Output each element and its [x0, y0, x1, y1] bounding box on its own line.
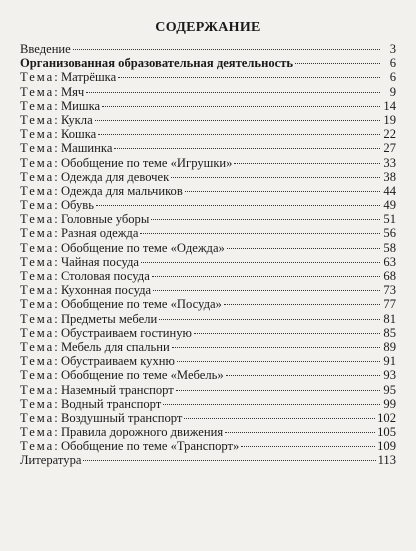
toc-entry-title: [20, 85, 84, 99]
dot-leader: [177, 360, 380, 362]
toc-entry-label: Тема :: [20, 312, 61, 326]
toc-entry-label: Тема :: [20, 113, 61, 127]
toc-page-number: 38: [383, 169, 396, 184]
toc-entry: [20, 70, 396, 84]
toc-entry-label: Тема :: [20, 226, 61, 240]
toc-entry-label: Тема :: [20, 255, 61, 269]
dot-leader: [225, 431, 375, 433]
toc-entry-title: [20, 56, 293, 70]
toc-entry-label: Тема :: [20, 127, 61, 141]
toc-entry: [20, 397, 396, 411]
dot-leader: [159, 318, 380, 320]
toc-entry-text: Разная одежда: [60, 226, 139, 241]
toc-entry-text: Головные уборы: [60, 212, 150, 227]
toc-entry: [20, 283, 396, 297]
dot-leader: [73, 48, 380, 50]
dot-leader: [95, 119, 380, 121]
toc-entry-label: Тема :: [20, 283, 61, 297]
toc-entry: [20, 170, 396, 184]
toc-entry-label: Тема :: [20, 70, 61, 84]
toc-entry-title: [20, 340, 170, 354]
toc-entry-text: Обобщение по теме «Игрушки»: [60, 155, 233, 170]
dot-leader: [185, 190, 380, 192]
toc-entry-text: Наземный транспорт: [60, 382, 174, 397]
toc-page-number: 102: [377, 410, 396, 425]
toc-page-number: 77: [383, 297, 396, 312]
toc-entry-title: [20, 241, 225, 255]
toc-entry-text: Введение: [20, 42, 71, 56]
dot-leader: [96, 204, 380, 206]
toc-entry-title: [20, 70, 116, 84]
toc-entry-label: Тема :: [20, 439, 61, 453]
toc-entry: [20, 241, 396, 255]
dot-leader: [114, 147, 380, 149]
toc-page-number: 63: [383, 254, 396, 269]
toc-entry: [20, 425, 396, 439]
dot-leader: [226, 374, 380, 376]
dot-leader: [118, 76, 380, 78]
dot-leader: [241, 445, 375, 447]
toc-page-number: 56: [383, 226, 396, 241]
toc-page-number: 6: [389, 56, 396, 71]
dot-leader: [171, 176, 380, 178]
toc-entry-text: Обобщение по теме «Посуда»: [60, 297, 222, 312]
toc-entry-title: [20, 141, 112, 155]
toc-entry-title: [20, 198, 94, 212]
toc-entry-text: Одежда для мальчиков: [60, 183, 183, 198]
toc-entry-label: Тема :: [20, 85, 61, 99]
toc-entry-title: [20, 368, 224, 382]
toc-entry: [20, 85, 396, 99]
toc-entry-label: Тема :: [20, 425, 61, 439]
toc-entry-title: [20, 226, 138, 240]
toc-entry-label: Тема :: [20, 411, 61, 425]
toc-entry-title: [20, 113, 93, 127]
toc-page-number: 27: [383, 141, 396, 156]
toc-entry: [20, 439, 396, 453]
toc-page-number: 44: [383, 183, 396, 198]
toc-entry-label: Тема :: [20, 326, 61, 340]
toc-entry-title: [20, 383, 174, 397]
toc-page-number: 22: [383, 127, 396, 142]
toc-entry-label: Тема :: [20, 368, 61, 382]
toc-entry-text: Обустраиваем гостиную: [60, 325, 192, 340]
toc-entry: [20, 312, 396, 326]
toc-entry-label: Тема :: [20, 184, 61, 198]
toc-entry-title: [20, 312, 157, 326]
toc-entry-text: Обустраиваем кухню: [60, 354, 175, 369]
toc-entry-title: [20, 425, 223, 439]
toc-entry-text: Обобщение по теме «Транспорт»: [60, 439, 240, 454]
toc-entry: [20, 297, 396, 311]
toc-page-number: 51: [383, 212, 396, 227]
toc-entry-label: Тема :: [20, 340, 61, 354]
toc-entry-label: Тема :: [20, 354, 61, 368]
toc-entry-label: Тема :: [20, 156, 61, 170]
toc-entry-label: Тема :: [20, 170, 61, 184]
toc-entry-title: [20, 269, 150, 283]
toc-page-number: 68: [383, 269, 396, 283]
toc-page-number: 105: [377, 425, 396, 440]
toc-entry: [20, 269, 396, 283]
dot-leader: [141, 261, 380, 263]
toc-entry: [20, 411, 396, 425]
toc-entry-label: Тема :: [20, 269, 61, 283]
toc-entry-title: [20, 283, 151, 297]
toc-entry-text: Предметы мебели: [60, 311, 158, 326]
dot-leader: [152, 275, 380, 277]
toc-entry-text: Машинка: [60, 141, 113, 156]
toc-entry-text: Литература: [20, 453, 82, 468]
toc-entry-label: Тема :: [20, 241, 61, 255]
toc-entry: [20, 127, 396, 141]
toc-entry: [20, 326, 396, 340]
toc-entry-title: [20, 42, 71, 56]
toc-page-number: 95: [383, 382, 396, 397]
toc-page-number: 3: [389, 42, 396, 56]
toc-page-number: 85: [383, 325, 396, 340]
dot-leader: [224, 303, 380, 305]
toc-page-number: 89: [383, 339, 396, 354]
toc-entry-title: [20, 439, 239, 453]
toc-entry: [20, 42, 396, 56]
dot-leader: [102, 105, 380, 107]
toc-entry-text: Матрёшка: [60, 70, 117, 85]
dot-leader: [234, 162, 380, 164]
dot-leader: [153, 289, 380, 291]
toc-entry-title: [20, 411, 182, 425]
toc-entry-title: [20, 99, 100, 113]
toc-page-number: 109: [377, 439, 396, 454]
toc-entry: [20, 368, 396, 382]
toc-entry: [20, 156, 396, 170]
toc-entry-text: Воздушный транспорт: [60, 410, 183, 425]
dot-leader: [163, 403, 380, 405]
toc-entry: [20, 340, 396, 354]
toc-entry-label: Тема :: [20, 99, 61, 113]
toc-entry-title: [20, 354, 175, 368]
toc-entry-text: Обобщение по теме «Мебель»: [60, 368, 224, 383]
dot-leader: [295, 62, 380, 64]
dot-leader: [184, 417, 375, 419]
toc-entry-text: Обувь: [60, 198, 94, 213]
toc-page-number: 19: [383, 112, 396, 127]
toc-entry: [20, 56, 396, 70]
toc-entry-title: [20, 297, 222, 311]
toc-entry-text: Водный транспорт: [60, 396, 162, 411]
toc-page-number: 73: [383, 283, 396, 298]
toc-entry-text: Обобщение по теме «Одежда»: [60, 240, 225, 255]
toc-entry-title: [20, 184, 183, 198]
toc-entry: [20, 212, 396, 226]
dot-leader: [176, 389, 380, 391]
toc-page-number: 91: [383, 354, 396, 369]
toc-entry-title: [20, 156, 232, 170]
toc-page-number: 9: [389, 84, 396, 99]
toc-page-number: 6: [389, 70, 396, 85]
toc-page-number: 33: [383, 155, 396, 170]
toc-entry-title: [20, 127, 96, 141]
toc-entry: [20, 184, 396, 198]
toc-entry-text: Правила дорожного движения: [60, 425, 224, 440]
toc-entry: [20, 255, 396, 269]
toc-entry-text: Мишка: [60, 98, 101, 113]
toc-entry-text: Чайная посуда: [60, 254, 139, 269]
toc-entry-text: Мебель для спальни: [60, 339, 170, 354]
toc-entry-title: [20, 170, 169, 184]
toc-entry-text: Столовая посуда: [60, 269, 150, 283]
toc-page-number: 81: [383, 311, 396, 326]
page-title: СОДЕРЖАНИЕ: [155, 20, 261, 35]
dot-leader: [227, 247, 380, 249]
toc-entry-title: [20, 397, 161, 411]
toc-entry: [20, 99, 396, 113]
toc-entry-title: [20, 453, 81, 467]
toc-entry-label: Тема :: [20, 383, 61, 397]
toc-entry: [20, 198, 396, 212]
toc-page-number: 93: [383, 368, 396, 383]
dot-leader: [98, 133, 380, 135]
toc-entry: [20, 354, 396, 368]
dot-leader: [86, 91, 380, 93]
toc-entry-label: Тема :: [20, 297, 61, 311]
toc-entry-title: [20, 326, 192, 340]
table-of-contents: [20, 42, 396, 468]
toc-entry-label: Тема :: [20, 198, 61, 212]
toc-entry-title: [20, 255, 139, 269]
toc-entry-label: Тема :: [20, 141, 61, 155]
toc-entry-text: Кухонная посуда: [60, 283, 152, 298]
toc-page-number: 99: [383, 396, 396, 411]
toc-entry: [20, 141, 396, 155]
toc-entry-text: Одежда для девочек: [60, 169, 170, 184]
toc-entry-text: Организованная образовательная деятельность: [20, 56, 294, 71]
toc-entry: [20, 226, 396, 240]
toc-entry: [20, 453, 396, 467]
toc-entry-text: Кошка: [60, 127, 97, 142]
toc-entry-label: Тема :: [20, 397, 61, 411]
dot-leader: [140, 232, 380, 234]
toc-entry-text: Кукла: [60, 112, 93, 127]
toc-entry: [20, 113, 396, 127]
toc-entry-title: [20, 212, 149, 226]
toc-page-number: 58: [383, 240, 396, 255]
dot-leader: [172, 346, 380, 348]
toc-entry: [20, 383, 396, 397]
toc-page-number: 14: [383, 98, 396, 113]
toc-entry-label: Тема :: [20, 212, 61, 226]
toc-page-number: 49: [383, 198, 396, 213]
toc-entry-text: Мяч: [60, 84, 85, 99]
dot-leader: [151, 218, 380, 220]
dot-leader: [194, 332, 380, 334]
dot-leader: [83, 459, 375, 461]
toc-page-number: 113: [377, 453, 396, 468]
